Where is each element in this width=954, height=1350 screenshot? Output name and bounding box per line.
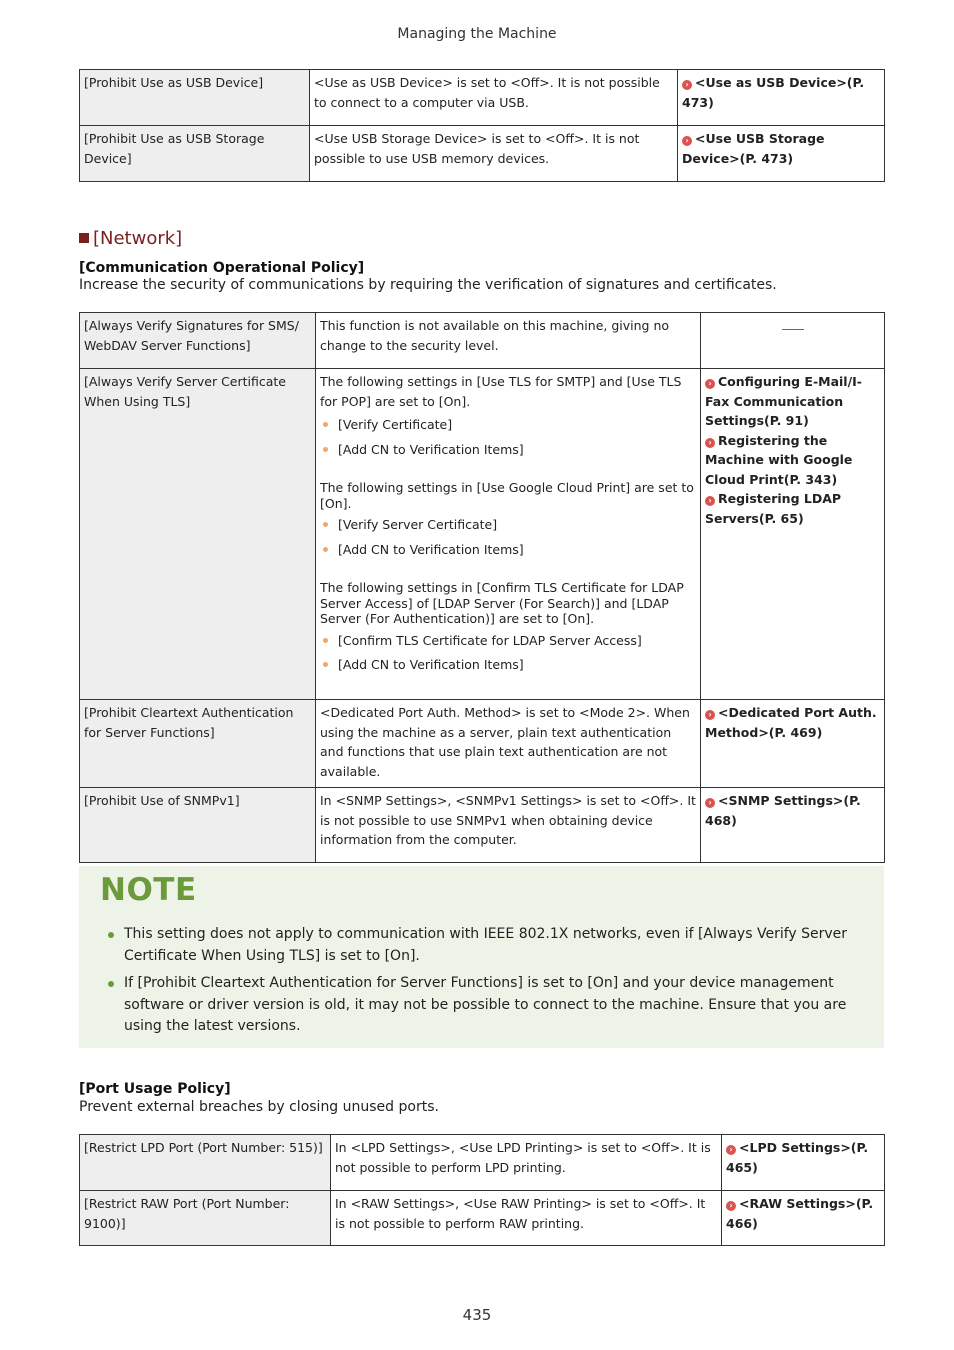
table-row [80, 313, 885, 369]
square-bullet-icon [79, 233, 89, 243]
list-item: [Add CN to Verification Items] [338, 440, 696, 460]
description-cell [316, 369, 701, 700]
reference-link[interactable]: › Configuring E-Mail/I-Fax Communication Settings(P. 91) [705, 374, 862, 428]
bullet-list [320, 415, 696, 459]
page-number: 435 [462, 1306, 492, 1324]
communication-policy-title: [Communication Operational Policy] [79, 260, 365, 276]
group-intro: The following settings in [Use Google Cloud Print] are set to [On]. [320, 480, 694, 511]
list-item: [Confirm TLS Certificate for LDAP Server Access] [338, 631, 696, 651]
reference-cell [678, 126, 885, 182]
reference-link[interactable]: › Registering LDAP Servers(P. 65) [705, 491, 842, 526]
reference-link[interactable]: › <RAW Settings>(P. 466) [726, 1196, 874, 1231]
reference-link[interactable]: › Registering the Machine with Google Cloud Print(P. 343) [705, 432, 853, 487]
note-item: This setting does not apply to communication with IEEE 802.1X networks, even if [Always Verify Server Certificate When Using TLS] is set to [On]. [124, 924, 864, 967]
list-item: [Add CN to Verification Items] [338, 655, 696, 675]
arrow-right-icon: › [726, 1145, 736, 1155]
page-header-title: Managing the Machine [397, 26, 557, 42]
note-box [79, 866, 884, 1048]
table-row [80, 1191, 885, 1246]
list-item: [Add CN to Verification Items] [338, 540, 696, 560]
setting-cell: [Prohibit Use as USB Device] [80, 70, 310, 126]
section-heading-network: [Network] [79, 228, 182, 249]
arrow-right-icon: › [705, 496, 715, 506]
setting-cell: [Always Verify Signatures for SMS/ WebDAV Server Functions] [80, 313, 316, 369]
arrow-right-icon: › [705, 710, 715, 720]
description-cell: This function is not available on this machine, giving no change to the security level. [316, 313, 701, 369]
description-cell: <Dedicated Port Auth. Method> is set to <Mode 2>. When using the machine as a server, plain text authentication and functions that use plain text authentication are not available. [316, 700, 701, 788]
description-cell: <Use USB Storage Device> is set to <Off>. It is not possible to use USB memory devices. [310, 126, 678, 182]
note-item: If [Prohibit Cleartext Authentication for Server Functions] is set to [On] and your device management software or driver version is old, it may not be possible to connect to the machine. Ensure that you are using the latest versions. [124, 973, 864, 1038]
setting-cell: [Always Verify Server Certificate When Using TLS] [80, 369, 316, 700]
reference-link[interactable]: › <Use as USB Device>(P. 473) [682, 75, 865, 110]
description-cell: In <RAW Settings>, <Use RAW Printing> is set to <Off>. It is not possible to perform RAW printing. [331, 1191, 722, 1246]
note-title: NOTE [100, 872, 197, 908]
table-row [80, 369, 885, 700]
reference-cell [701, 369, 885, 700]
list-item: [Verify Certificate] [338, 415, 696, 435]
arrow-right-icon: › [726, 1201, 736, 1211]
group-intro: The following settings in [Use TLS for SMTP] and [Use TLS for POP] are set to [On]. [320, 374, 682, 409]
reference-cell [701, 700, 885, 788]
description-cell: <Use as USB Device> is set to <Off>. It is not possible to connect to a computer via USB. [310, 70, 678, 126]
description-cell: In <SNMP Settings>, <SNMPv1 Settings> is set to <Off>. It is not possible to use SNMPv1 when obtaining device information from the computer. [316, 788, 701, 863]
reference-link[interactable]: › <Use USB Storage Device>(P. 473) [682, 131, 825, 166]
communication-policy-table [79, 312, 885, 863]
setting-cell: [Prohibit Cleartext Authentication for Server Functions] [80, 700, 316, 788]
reference-link[interactable]: › <LPD Settings>(P. 465) [726, 1140, 869, 1175]
reference-cell [722, 1135, 885, 1191]
table-row [80, 126, 885, 182]
port-policy-description: Prevent external breaches by closing unused ports. [79, 1099, 439, 1115]
table-row [80, 788, 885, 863]
setting-cell: [Prohibit Use of SNMPv1] [80, 788, 316, 863]
list-item: [Verify Server Certificate] [338, 515, 696, 535]
note-list [124, 924, 864, 1044]
table-row [80, 1135, 885, 1191]
description-cell: In <LPD Settings>, <Use LPD Printing> is set to <Off>. It is not possible to perform LPD printing. [331, 1135, 722, 1191]
port-policy-title: [Port Usage Policy] [79, 1081, 231, 1097]
setting-cell: [Prohibit Use as USB Storage Device] [80, 126, 310, 182]
table-row [80, 70, 885, 126]
arrow-right-icon: › [705, 379, 715, 389]
port-policy-table [79, 1134, 885, 1246]
reference-link[interactable]: › <Dedicated Port Auth. Method>(P. 469) [705, 705, 877, 740]
reference-cell [722, 1191, 885, 1246]
communication-policy-description: Increase the security of communications by requiring the verification of signatures and certificates. [79, 277, 777, 293]
bullet-list [320, 631, 696, 675]
reference-cell [701, 788, 885, 863]
setting-cell: [Restrict LPD Port (Port Number: 515)] [80, 1135, 331, 1191]
reference-cell [701, 313, 885, 369]
arrow-right-icon: › [682, 136, 692, 146]
reference-link[interactable]: › <SNMP Settings>(P. 468) [705, 793, 861, 828]
setting-cell: [Restrict RAW Port (Port Number: 9100)] [80, 1191, 331, 1246]
usb-settings-table [79, 69, 885, 182]
bullet-list [320, 515, 696, 559]
dash-icon [782, 329, 804, 330]
arrow-right-icon: › [705, 438, 715, 448]
reference-cell [678, 70, 885, 126]
arrow-right-icon: › [682, 80, 692, 90]
table-row [80, 700, 885, 788]
arrow-right-icon: › [705, 798, 715, 808]
group-intro: The following settings in [Confirm TLS Certificate for LDAP Server Access] of [LDAP Server (For Search)] and [LDAP Server (For Authentication)] are set to [On]. [320, 580, 684, 626]
